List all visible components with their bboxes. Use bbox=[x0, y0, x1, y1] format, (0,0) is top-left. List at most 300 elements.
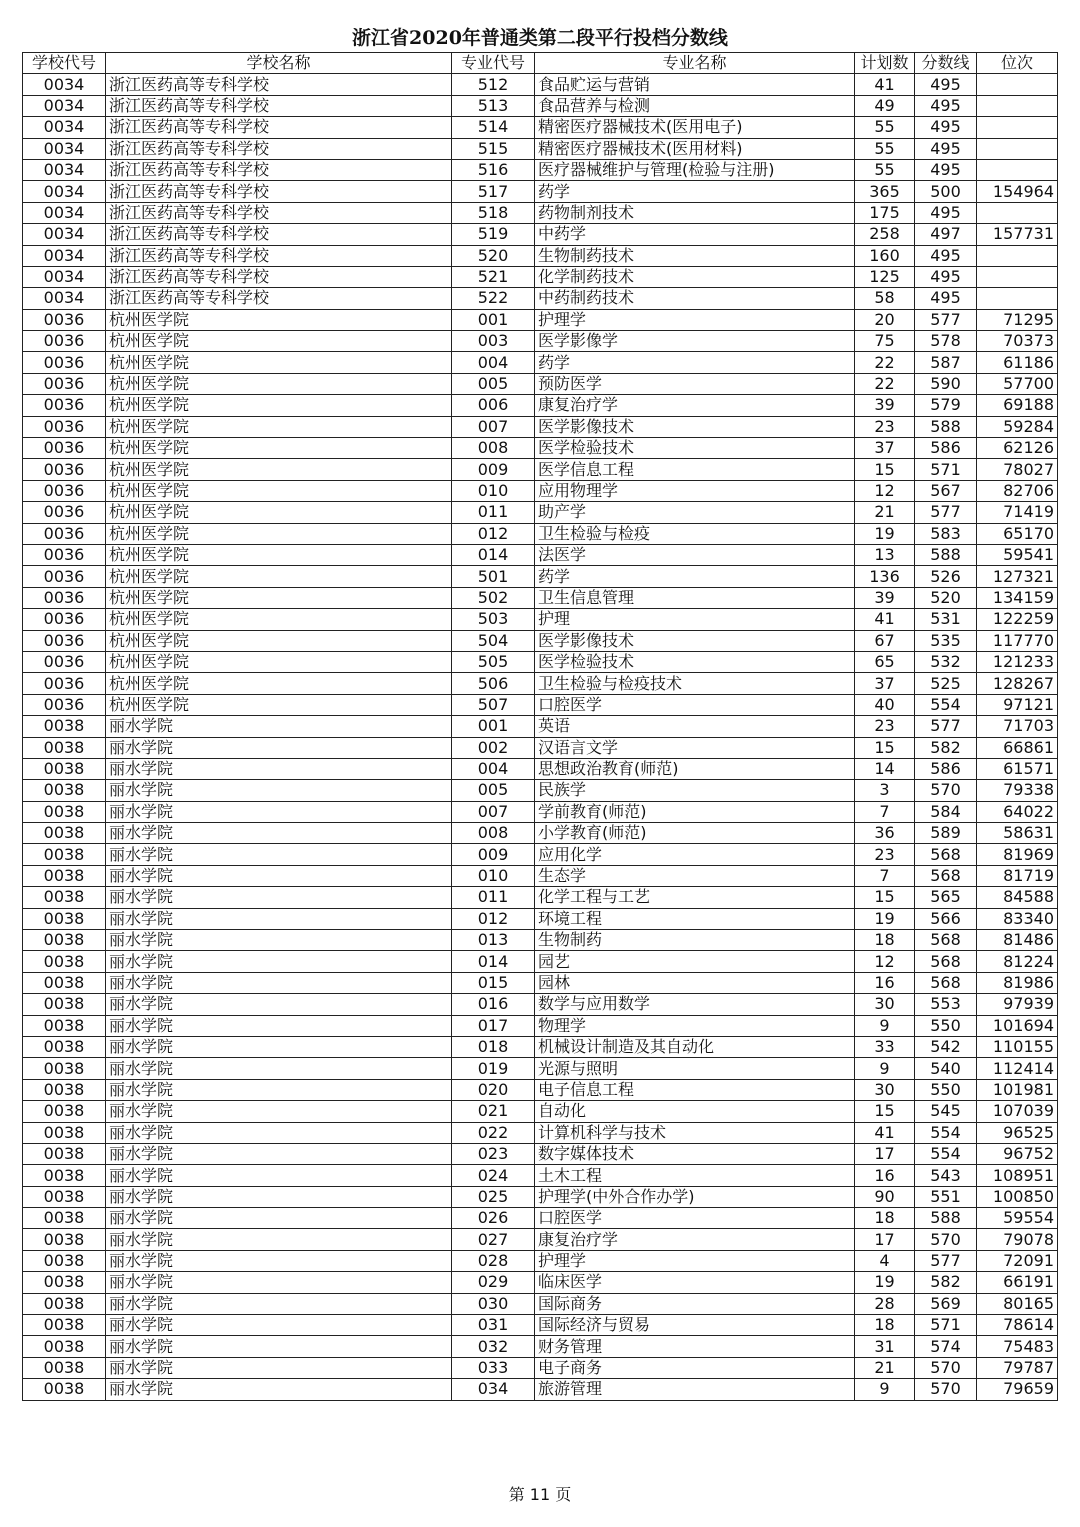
school-code-cell: 0038 bbox=[23, 972, 106, 993]
table-row bbox=[23, 1058, 1058, 1079]
table-row bbox=[23, 801, 1058, 822]
table-row bbox=[23, 673, 1058, 694]
plan-count-cell: 75 bbox=[855, 331, 915, 352]
rank-cell: 78027 bbox=[977, 459, 1058, 480]
school-name-cell: 丽水学院 bbox=[106, 1208, 452, 1229]
score-line-cell: 568 bbox=[915, 865, 977, 886]
score-line-cell: 570 bbox=[915, 1379, 977, 1400]
table-row bbox=[23, 587, 1058, 608]
school-code-cell: 0034 bbox=[23, 95, 106, 116]
school-name-cell: 杭州医学院 bbox=[106, 480, 452, 501]
table-row bbox=[23, 202, 1058, 223]
rank-cell: 66191 bbox=[977, 1272, 1058, 1293]
rank-cell: 81969 bbox=[977, 844, 1058, 865]
rank-cell: 134159 bbox=[977, 587, 1058, 608]
major-name-cell: 机械设计制造及其自动化 bbox=[535, 1036, 855, 1057]
rank-cell: 107039 bbox=[977, 1101, 1058, 1122]
school-name-cell: 浙江医药高等专科学校 bbox=[106, 159, 452, 180]
school-name-cell: 丽水学院 bbox=[106, 994, 452, 1015]
school-name-cell: 浙江医药高等专科学校 bbox=[106, 224, 452, 245]
plan-count-cell: 9 bbox=[855, 1379, 915, 1400]
table-row bbox=[23, 416, 1058, 437]
score-line-cell: 497 bbox=[915, 224, 977, 245]
school-name-cell: 丽水学院 bbox=[106, 1101, 452, 1122]
major-name-cell: 医学影像技术 bbox=[535, 416, 855, 437]
school-code-cell: 0038 bbox=[23, 865, 106, 886]
score-line-cell: 531 bbox=[915, 609, 977, 630]
school-name-cell: 浙江医药高等专科学校 bbox=[106, 288, 452, 309]
major-code-cell: 011 bbox=[452, 887, 535, 908]
school-name-cell: 丽水学院 bbox=[106, 780, 452, 801]
school-name-cell: 丽水学院 bbox=[106, 1143, 452, 1164]
major-name-cell: 康复治疗学 bbox=[535, 395, 855, 416]
table-row bbox=[23, 844, 1058, 865]
major-name-cell: 园艺 bbox=[535, 951, 855, 972]
major-code-cell: 502 bbox=[452, 587, 535, 608]
school-name-cell: 丽水学院 bbox=[106, 951, 452, 972]
score-line-cell: 589 bbox=[915, 823, 977, 844]
table-row bbox=[23, 994, 1058, 1015]
school-code-cell: 0038 bbox=[23, 1143, 106, 1164]
plan-count-cell: 39 bbox=[855, 395, 915, 416]
table-row bbox=[23, 758, 1058, 779]
score-line-cell: 588 bbox=[915, 544, 977, 565]
table-row bbox=[23, 181, 1058, 202]
school-name-cell: 丽水学院 bbox=[106, 930, 452, 951]
school-code-cell: 0038 bbox=[23, 887, 106, 908]
major-code-cell: 012 bbox=[452, 908, 535, 929]
major-name-cell: 应用化学 bbox=[535, 844, 855, 865]
major-code-cell: 025 bbox=[452, 1186, 535, 1207]
table-row bbox=[23, 1122, 1058, 1143]
score-line-cell: 570 bbox=[915, 1357, 977, 1378]
plan-count-cell: 90 bbox=[855, 1186, 915, 1207]
school-code-cell: 0036 bbox=[23, 609, 106, 630]
major-name-cell: 思想政治教育(师范) bbox=[535, 758, 855, 779]
major-name-cell: 精密医疗器械技术(医用材料) bbox=[535, 138, 855, 159]
plan-count-cell: 30 bbox=[855, 1079, 915, 1100]
major-name-cell: 卫生信息管理 bbox=[535, 587, 855, 608]
score-line-cell: 568 bbox=[915, 951, 977, 972]
plan-count-cell: 67 bbox=[855, 630, 915, 651]
school-name-cell: 丽水学院 bbox=[106, 1250, 452, 1271]
major-code-cell: 018 bbox=[452, 1036, 535, 1057]
school-name-cell: 丽水学院 bbox=[106, 1079, 452, 1100]
score-line-cell: 582 bbox=[915, 1272, 977, 1293]
school-name-cell: 丽水学院 bbox=[106, 1015, 452, 1036]
school-name-cell: 丽水学院 bbox=[106, 887, 452, 908]
school-name-cell: 杭州医学院 bbox=[106, 587, 452, 608]
major-name-cell: 应用物理学 bbox=[535, 480, 855, 501]
major-code-cell: 027 bbox=[452, 1229, 535, 1250]
school-name-cell: 丽水学院 bbox=[106, 737, 452, 758]
score-line-cell: 495 bbox=[915, 74, 977, 95]
major-code-cell: 034 bbox=[452, 1379, 535, 1400]
school-code-cell: 0036 bbox=[23, 651, 106, 672]
major-code-cell: 032 bbox=[452, 1336, 535, 1357]
major-code-cell: 005 bbox=[452, 373, 535, 394]
major-name-cell: 国际经济与贸易 bbox=[535, 1315, 855, 1336]
plan-count-cell: 30 bbox=[855, 994, 915, 1015]
school-code-cell: 0038 bbox=[23, 951, 106, 972]
major-code-cell: 014 bbox=[452, 951, 535, 972]
plan-count-cell: 22 bbox=[855, 352, 915, 373]
score-line-cell: 571 bbox=[915, 1315, 977, 1336]
major-name-cell: 药物制剂技术 bbox=[535, 202, 855, 223]
school-name-cell: 丽水学院 bbox=[106, 1165, 452, 1186]
major-code-cell: 003 bbox=[452, 331, 535, 352]
school-code-cell: 0034 bbox=[23, 181, 106, 202]
school-code-cell: 0034 bbox=[23, 138, 106, 159]
major-code-cell: 010 bbox=[452, 865, 535, 886]
school-name-cell: 丽水学院 bbox=[106, 758, 452, 779]
major-name-cell: 计算机科学与技术 bbox=[535, 1122, 855, 1143]
major-code-cell: 011 bbox=[452, 502, 535, 523]
plan-count-cell: 28 bbox=[855, 1293, 915, 1314]
major-name-cell: 助产学 bbox=[535, 502, 855, 523]
school-name-cell: 丽水学院 bbox=[106, 972, 452, 993]
plan-count-cell: 18 bbox=[855, 1315, 915, 1336]
major-name-cell: 医学信息工程 bbox=[535, 459, 855, 480]
school-code-cell: 0036 bbox=[23, 630, 106, 651]
plan-count-cell: 41 bbox=[855, 609, 915, 630]
score-line-cell: 588 bbox=[915, 416, 977, 437]
table-row bbox=[23, 1379, 1058, 1400]
major-name-cell: 护理学 bbox=[535, 309, 855, 330]
rank-cell bbox=[977, 245, 1058, 266]
score-line-cell: 545 bbox=[915, 1101, 977, 1122]
school-name-cell: 浙江医药高等专科学校 bbox=[106, 117, 452, 138]
plan-count-cell: 125 bbox=[855, 266, 915, 287]
school-code-cell: 0038 bbox=[23, 801, 106, 822]
school-code-cell: 0036 bbox=[23, 309, 106, 330]
rank-cell: 96525 bbox=[977, 1122, 1058, 1143]
rank-cell: 61571 bbox=[977, 758, 1058, 779]
plan-count-cell: 4 bbox=[855, 1250, 915, 1271]
rank-cell: 101981 bbox=[977, 1079, 1058, 1100]
school-name-cell: 丽水学院 bbox=[106, 1272, 452, 1293]
school-name-cell: 浙江医药高等专科学校 bbox=[106, 138, 452, 159]
major-name-cell: 旅游管理 bbox=[535, 1379, 855, 1400]
major-code-cell: 028 bbox=[452, 1250, 535, 1271]
school-name-cell: 浙江医药高等专科学校 bbox=[106, 266, 452, 287]
school-name-cell: 杭州医学院 bbox=[106, 395, 452, 416]
score-line-cell: 520 bbox=[915, 587, 977, 608]
plan-count-cell: 365 bbox=[855, 181, 915, 202]
school-name-cell: 浙江医药高等专科学校 bbox=[106, 181, 452, 202]
school-code-cell: 0034 bbox=[23, 288, 106, 309]
school-name-cell: 丽水学院 bbox=[106, 908, 452, 929]
major-code-cell: 503 bbox=[452, 609, 535, 630]
score-line-cell: 577 bbox=[915, 716, 977, 737]
school-name-cell: 浙江医药高等专科学校 bbox=[106, 202, 452, 223]
school-code-cell: 0036 bbox=[23, 373, 106, 394]
major-code-cell: 513 bbox=[452, 95, 535, 116]
page-title: 浙江省2020年普通类第二段平行投档分数线 bbox=[352, 27, 728, 49]
table-row bbox=[23, 502, 1058, 523]
table-row bbox=[23, 865, 1058, 886]
school-name-cell: 杭州医学院 bbox=[106, 373, 452, 394]
header-school-name: 学校名称 bbox=[106, 53, 452, 74]
score-line-cell: 526 bbox=[915, 566, 977, 587]
rank-cell: 97939 bbox=[977, 994, 1058, 1015]
school-name-cell: 丽水学院 bbox=[106, 1379, 452, 1400]
plan-count-cell: 55 bbox=[855, 117, 915, 138]
school-name-cell: 杭州医学院 bbox=[106, 523, 452, 544]
rank-cell: 71419 bbox=[977, 502, 1058, 523]
major-code-cell: 505 bbox=[452, 651, 535, 672]
score-line-cell: 540 bbox=[915, 1058, 977, 1079]
table-row bbox=[23, 972, 1058, 993]
major-name-cell: 汉语言文学 bbox=[535, 737, 855, 758]
school-code-cell: 0038 bbox=[23, 1357, 106, 1378]
school-name-cell: 丽水学院 bbox=[106, 1122, 452, 1143]
rank-cell: 61186 bbox=[977, 352, 1058, 373]
major-name-cell: 学前教育(师范) bbox=[535, 801, 855, 822]
table-row bbox=[23, 544, 1058, 565]
school-code-cell: 0036 bbox=[23, 544, 106, 565]
rank-cell bbox=[977, 288, 1058, 309]
school-code-cell: 0038 bbox=[23, 930, 106, 951]
school-name-cell: 丽水学院 bbox=[106, 865, 452, 886]
major-code-cell: 507 bbox=[452, 694, 535, 715]
plan-count-cell: 22 bbox=[855, 373, 915, 394]
major-code-cell: 005 bbox=[452, 780, 535, 801]
major-name-cell: 光源与照明 bbox=[535, 1058, 855, 1079]
rank-cell bbox=[977, 159, 1058, 180]
score-line-cell: 566 bbox=[915, 908, 977, 929]
rank-cell: 81486 bbox=[977, 930, 1058, 951]
school-code-cell: 0034 bbox=[23, 245, 106, 266]
school-code-cell: 0036 bbox=[23, 502, 106, 523]
rank-cell: 75483 bbox=[977, 1336, 1058, 1357]
school-code-cell: 0036 bbox=[23, 459, 106, 480]
table-row bbox=[23, 1015, 1058, 1036]
major-code-cell: 519 bbox=[452, 224, 535, 245]
school-code-cell: 0036 bbox=[23, 331, 106, 352]
school-name-cell: 丽水学院 bbox=[106, 823, 452, 844]
table-row bbox=[23, 288, 1058, 309]
plan-count-cell: 18 bbox=[855, 930, 915, 951]
major-name-cell: 电子信息工程 bbox=[535, 1079, 855, 1100]
plan-count-cell: 21 bbox=[855, 502, 915, 523]
score-line-cell: 586 bbox=[915, 438, 977, 459]
major-code-cell: 004 bbox=[452, 352, 535, 373]
major-name-cell: 自动化 bbox=[535, 1101, 855, 1122]
major-name-cell: 电子商务 bbox=[535, 1357, 855, 1378]
major-code-cell: 512 bbox=[452, 74, 535, 95]
rank-cell: 122259 bbox=[977, 609, 1058, 630]
plan-count-cell: 37 bbox=[855, 673, 915, 694]
major-code-cell: 008 bbox=[452, 438, 535, 459]
major-code-cell: 020 bbox=[452, 1079, 535, 1100]
major-code-cell: 019 bbox=[452, 1058, 535, 1079]
score-line-cell: 495 bbox=[915, 117, 977, 138]
major-code-cell: 518 bbox=[452, 202, 535, 223]
rank-cell: 79659 bbox=[977, 1379, 1058, 1400]
table-row bbox=[23, 1250, 1058, 1271]
major-name-cell: 护理学(中外合作办学) bbox=[535, 1186, 855, 1207]
table-row bbox=[23, 630, 1058, 651]
major-code-cell: 501 bbox=[452, 566, 535, 587]
rank-cell: 66861 bbox=[977, 737, 1058, 758]
table-row bbox=[23, 609, 1058, 630]
rank-cell: 71295 bbox=[977, 309, 1058, 330]
school-code-cell: 0036 bbox=[23, 352, 106, 373]
table-row bbox=[23, 566, 1058, 587]
score-line-cell: 550 bbox=[915, 1015, 977, 1036]
rank-cell: 79338 bbox=[977, 780, 1058, 801]
score-line-cell: 570 bbox=[915, 1229, 977, 1250]
school-code-cell: 0038 bbox=[23, 994, 106, 1015]
major-code-cell: 514 bbox=[452, 117, 535, 138]
major-code-cell: 007 bbox=[452, 801, 535, 822]
major-code-cell: 014 bbox=[452, 544, 535, 565]
table-row bbox=[23, 373, 1058, 394]
score-line-cell: 500 bbox=[915, 181, 977, 202]
score-line-cell: 553 bbox=[915, 994, 977, 1015]
table-row bbox=[23, 224, 1058, 245]
rank-cell: 81719 bbox=[977, 865, 1058, 886]
plan-count-cell: 65 bbox=[855, 651, 915, 672]
major-name-cell: 国际商务 bbox=[535, 1293, 855, 1314]
major-name-cell: 医学检验技术 bbox=[535, 438, 855, 459]
major-name-cell: 小学教育(师范) bbox=[535, 823, 855, 844]
school-code-cell: 0038 bbox=[23, 1336, 106, 1357]
school-code-cell: 0038 bbox=[23, 1250, 106, 1271]
score-line-cell: 535 bbox=[915, 630, 977, 651]
major-name-cell: 民族学 bbox=[535, 780, 855, 801]
major-code-cell: 022 bbox=[452, 1122, 535, 1143]
school-name-cell: 杭州医学院 bbox=[106, 438, 452, 459]
plan-count-cell: 23 bbox=[855, 844, 915, 865]
table-row bbox=[23, 1186, 1058, 1207]
rank-cell: 59284 bbox=[977, 416, 1058, 437]
major-name-cell: 康复治疗学 bbox=[535, 1229, 855, 1250]
plan-count-cell: 136 bbox=[855, 566, 915, 587]
school-name-cell: 丽水学院 bbox=[106, 801, 452, 822]
major-name-cell: 护理 bbox=[535, 609, 855, 630]
school-code-cell: 0036 bbox=[23, 673, 106, 694]
header-major-code: 专业代号 bbox=[452, 53, 535, 74]
major-name-cell: 数字媒体技术 bbox=[535, 1143, 855, 1164]
school-code-cell: 0034 bbox=[23, 74, 106, 95]
rank-cell bbox=[977, 117, 1058, 138]
plan-count-cell: 160 bbox=[855, 245, 915, 266]
table-row bbox=[23, 823, 1058, 844]
score-line-cell: 568 bbox=[915, 972, 977, 993]
rank-cell: 59554 bbox=[977, 1208, 1058, 1229]
major-code-cell: 023 bbox=[452, 1143, 535, 1164]
score-line-cell: 495 bbox=[915, 266, 977, 287]
school-name-cell: 丽水学院 bbox=[106, 1293, 452, 1314]
table-row bbox=[23, 716, 1058, 737]
score-line-cell: 568 bbox=[915, 844, 977, 865]
rank-cell: 108951 bbox=[977, 1165, 1058, 1186]
school-code-cell: 0038 bbox=[23, 1208, 106, 1229]
plan-count-cell: 14 bbox=[855, 758, 915, 779]
school-code-cell: 0038 bbox=[23, 1379, 106, 1400]
rank-cell: 81224 bbox=[977, 951, 1058, 972]
rank-cell bbox=[977, 74, 1058, 95]
rank-cell: 65170 bbox=[977, 523, 1058, 544]
plan-count-cell: 41 bbox=[855, 1122, 915, 1143]
rank-cell: 127321 bbox=[977, 566, 1058, 587]
table-row bbox=[23, 694, 1058, 715]
plan-count-cell: 36 bbox=[855, 823, 915, 844]
major-code-cell: 013 bbox=[452, 930, 535, 951]
score-line-cell: 571 bbox=[915, 459, 977, 480]
major-code-cell: 031 bbox=[452, 1315, 535, 1336]
table-row bbox=[23, 1336, 1058, 1357]
score-line-cell: 565 bbox=[915, 887, 977, 908]
major-name-cell: 食品营养与检测 bbox=[535, 95, 855, 116]
score-line-cell: 577 bbox=[915, 502, 977, 523]
rank-cell: 117770 bbox=[977, 630, 1058, 651]
rank-cell: 82706 bbox=[977, 480, 1058, 501]
major-code-cell: 029 bbox=[452, 1272, 535, 1293]
major-code-cell: 015 bbox=[452, 972, 535, 993]
rank-cell: 72091 bbox=[977, 1250, 1058, 1271]
school-name-cell: 浙江医药高等专科学校 bbox=[106, 74, 452, 95]
school-code-cell: 0034 bbox=[23, 224, 106, 245]
major-name-cell: 环境工程 bbox=[535, 908, 855, 929]
plan-count-cell: 31 bbox=[855, 1336, 915, 1357]
school-code-cell: 0038 bbox=[23, 1186, 106, 1207]
table-row bbox=[23, 245, 1058, 266]
school-code-cell: 0038 bbox=[23, 844, 106, 865]
major-name-cell: 医疗器械维护与管理(检验与注册) bbox=[535, 159, 855, 180]
school-name-cell: 杭州医学院 bbox=[106, 651, 452, 672]
rank-cell: 128267 bbox=[977, 673, 1058, 694]
score-line-cell: 582 bbox=[915, 737, 977, 758]
school-code-cell: 0038 bbox=[23, 908, 106, 929]
plan-count-cell: 16 bbox=[855, 972, 915, 993]
table-row bbox=[23, 331, 1058, 352]
table-row bbox=[23, 1293, 1058, 1314]
major-code-cell: 001 bbox=[452, 309, 535, 330]
school-name-cell: 杭州医学院 bbox=[106, 416, 452, 437]
rank-cell: 157731 bbox=[977, 224, 1058, 245]
major-name-cell: 园林 bbox=[535, 972, 855, 993]
table-row bbox=[23, 1315, 1058, 1336]
major-code-cell: 517 bbox=[452, 181, 535, 202]
school-name-cell: 丽水学院 bbox=[106, 1357, 452, 1378]
school-code-cell: 0034 bbox=[23, 159, 106, 180]
major-code-cell: 504 bbox=[452, 630, 535, 651]
plan-count-cell: 55 bbox=[855, 159, 915, 180]
major-code-cell: 016 bbox=[452, 994, 535, 1015]
plan-count-cell: 23 bbox=[855, 416, 915, 437]
score-line-cell: 543 bbox=[915, 1165, 977, 1186]
header-major-name: 专业名称 bbox=[535, 53, 855, 74]
plan-count-cell: 15 bbox=[855, 459, 915, 480]
score-line-cell: 583 bbox=[915, 523, 977, 544]
plan-count-cell: 21 bbox=[855, 1357, 915, 1378]
major-code-cell: 522 bbox=[452, 288, 535, 309]
table-row bbox=[23, 1357, 1058, 1378]
major-code-cell: 024 bbox=[452, 1165, 535, 1186]
major-name-cell: 食品贮运与营销 bbox=[535, 74, 855, 95]
major-code-cell: 001 bbox=[452, 716, 535, 737]
major-name-cell: 土木工程 bbox=[535, 1165, 855, 1186]
plan-count-cell: 41 bbox=[855, 74, 915, 95]
plan-count-cell: 7 bbox=[855, 801, 915, 822]
school-code-cell: 0036 bbox=[23, 694, 106, 715]
school-name-cell: 丽水学院 bbox=[106, 1336, 452, 1357]
major-name-cell: 数学与应用数学 bbox=[535, 994, 855, 1015]
rank-cell: 79787 bbox=[977, 1357, 1058, 1378]
